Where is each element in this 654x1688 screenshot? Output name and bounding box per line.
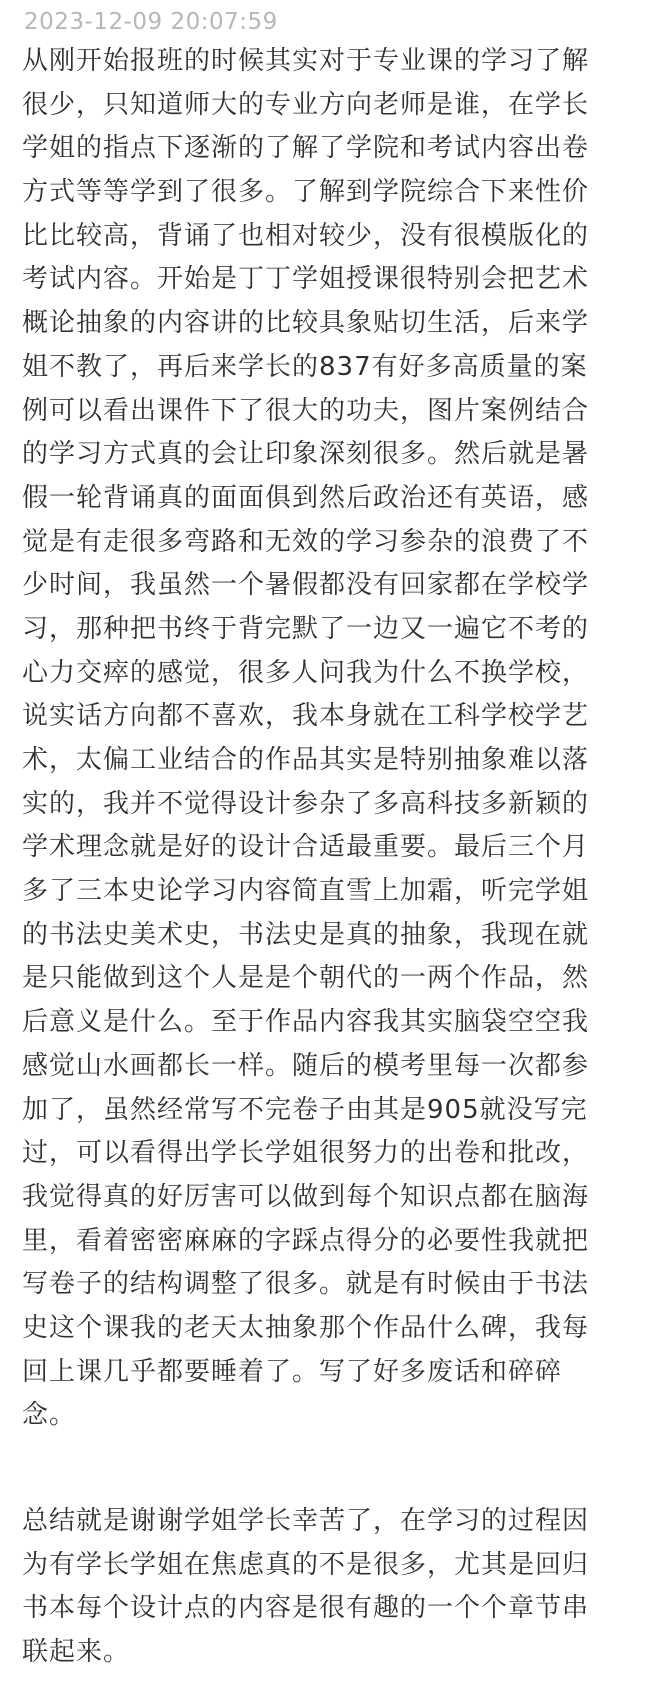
text-line: 习，那种把书终于背完默了一边又一遍它不考的	[22, 613, 590, 644]
post-timestamp: 2023-12-09 20:07:59	[24, 9, 278, 35]
text-line: 例可以看出课件下了很大的功夫，图片案例结合	[22, 395, 590, 426]
text-line: 心力交瘁的感觉，很多人问我为什么不换学校，	[22, 657, 590, 688]
text-line: 很少，只知道师大的专业方向老师是谁，在学长	[22, 89, 590, 120]
text-line: 念。	[22, 1400, 77, 1431]
text-line: 书本每个设计点的内容是很有趣的一个个章节串	[22, 1593, 590, 1624]
text-line: 比比较高，背诵了也相对较少，没有很模版化的	[22, 220, 590, 251]
text-line: 加了，虽然经常写不完卷子由其是905就没写完	[22, 1094, 588, 1125]
text-line: 方式等等学到了很多。了解到学院综合下来性价	[22, 177, 590, 208]
text-line: 从刚开始报班的时候其实对于专业课的学习了解	[22, 46, 590, 76]
text-line: 回上课几乎都要睡着了。写了好多废话和碎碎	[22, 1356, 563, 1387]
text-line: 概论抽象的内容讲的比较具象贴切生活，后来学	[22, 308, 590, 339]
text-line: 为有学长学姐在焦虑真的不是很多，尤其是回归	[22, 1549, 590, 1580]
text-line: 过，可以看得出学长学姐很努力的出卷和批改，	[22, 1138, 590, 1169]
text-line: 少时间，我虽然一个暑假都没有回家都在学校学	[22, 570, 590, 601]
text-line: 是只能做到这个人是是个朝代的一两个作品，然	[22, 963, 590, 994]
text-line: 说实话方向都不喜欢，我本身就在工科学校学艺	[22, 701, 590, 732]
text-line: 里，看着密密麻麻的字踩点得分的必要性我就把	[22, 1225, 590, 1256]
text-line: 假一轮背诵真的面面俱到然后政治还有英语，感	[22, 482, 590, 513]
text-line: 术，太偏工业结合的作品其实是特别抽象难以落	[22, 745, 590, 775]
text-line: 觉是有走很多弯路和无效的学习参杂的浪费了不	[22, 526, 590, 557]
text-line: 多了三本史论学习内容简直雪上加霜，听完学姐	[22, 876, 590, 907]
text-line: 后意义是什么。至于作品内容我其实脑袋空空我	[22, 1007, 590, 1038]
text-line: 史这个课我的老天太抽象那个作品什么碑，我每	[22, 1312, 590, 1343]
text-line: 感觉山水画都长一样。随后的模考里每一次都参	[22, 1050, 590, 1081]
text-line: 联起来。	[22, 1637, 131, 1668]
text-line: 学术理念就是好的设计合适最重要。最后三个月	[22, 832, 590, 863]
text-line: 的学习方式真的会让印象深刻很多。然后就是暑	[22, 439, 590, 470]
text-line: 实的，我并不觉得设计参杂了多高科技多新颖的	[22, 788, 590, 819]
text-line: 学姐的指点下逐渐的了解了学院和考试内容出卷	[22, 133, 590, 164]
post-paragraph-main	[22, 40, 634, 1438]
text-line: 的书法史美术史，书法史是真的抽象，我现在就	[22, 919, 590, 950]
post-paragraph-summary	[22, 1500, 634, 1675]
text-line: 考试内容。开始是丁丁学姐授课很特别会把艺术	[22, 264, 590, 295]
text-line: 总结就是谢谢学姐学长幸苦了，在学习的过程因	[22, 1506, 590, 1536]
text-line: 姐不教了，再后来学长的837有好多高质量的案	[22, 351, 588, 382]
text-line: 我觉得真的好厉害可以做到每个知识点都在脑海	[22, 1181, 590, 1212]
text-line: 写卷子的结构调整了很多。就是有时候由于书法	[22, 1269, 590, 1300]
